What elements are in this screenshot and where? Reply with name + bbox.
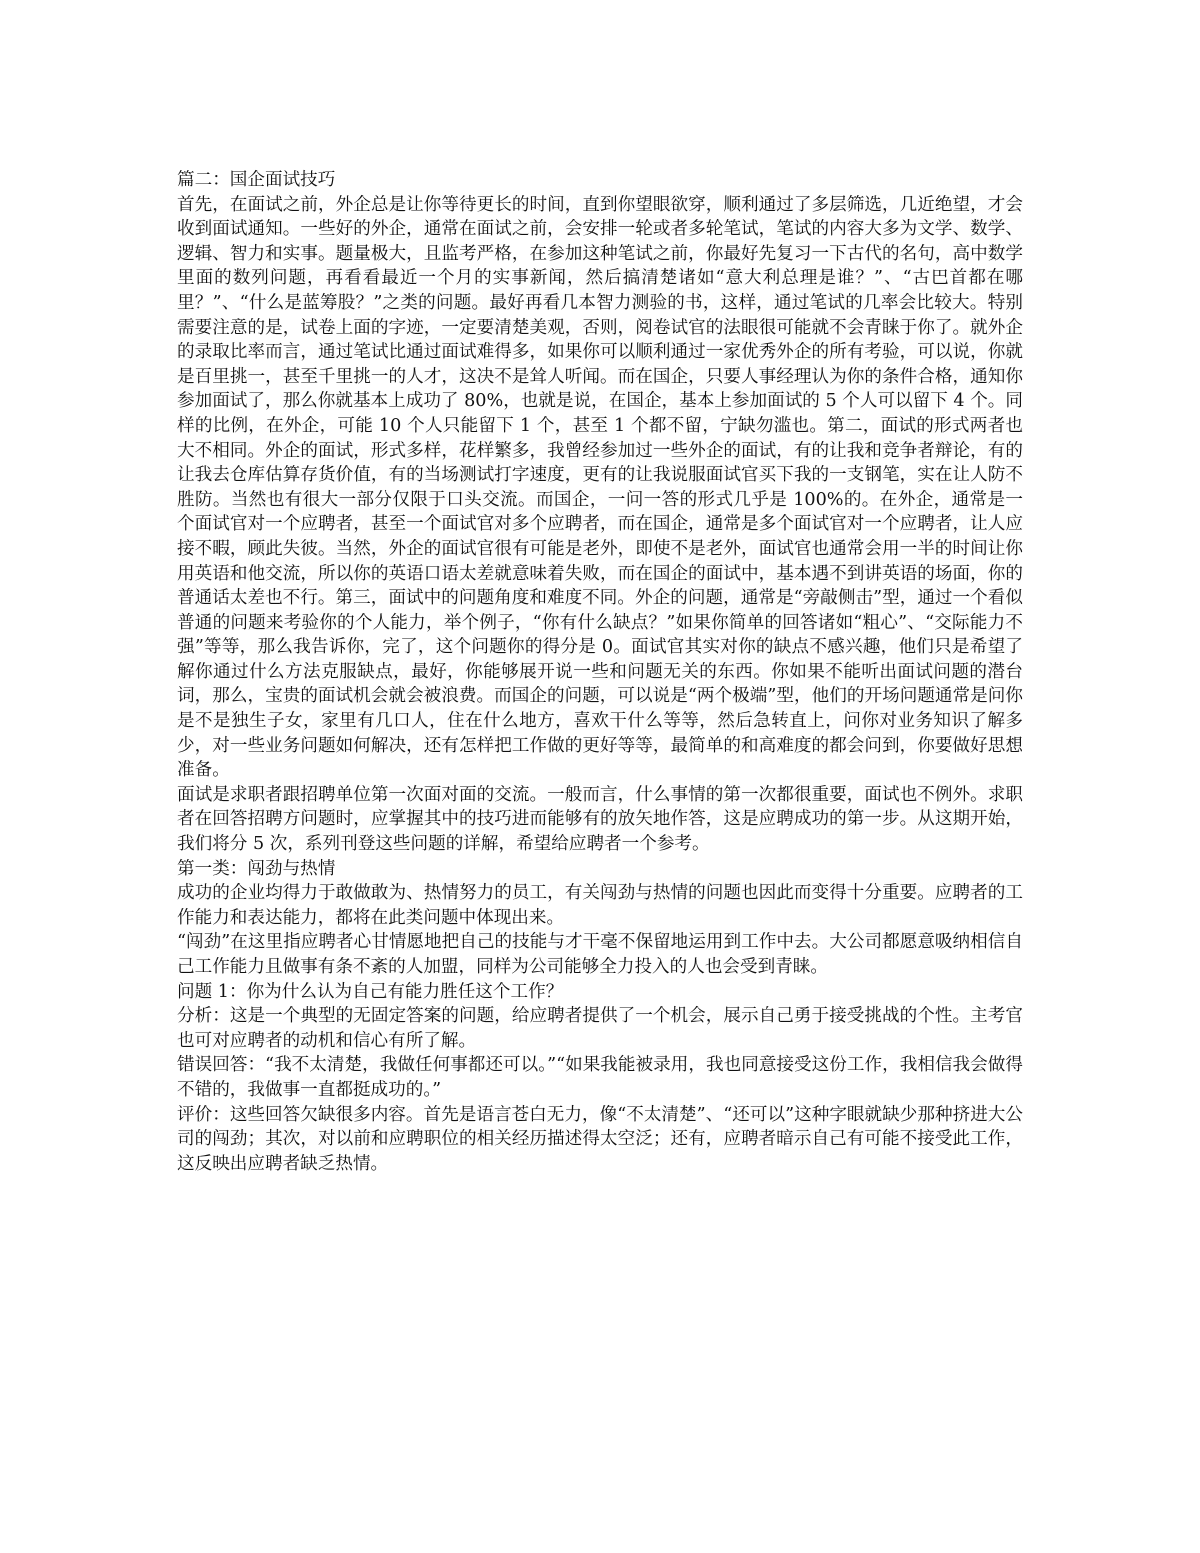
paragraph-drive-definition: “闯劲”在这里指应聘者心甘情愿地把自己的技能与才干毫不保留地运用到工作中去。大公司都愿意吸纳相信自己工作能力且做事有条不紊的人加盟，同样为公司能够全力投入的人也会受到青睐。 [177, 932, 1023, 977]
paragraph-evaluation: 评价：这些回答欠缺很多内容。首先是语言苍白无力，像“不太清楚”、“还可以”这种字眼就缺少那种挤进大公司的闯劲；其次，对以前和应聘职位的相关经历描述得太空泛；还有，应聘者暗示自己有可能不接受此工作，这反映出应聘者缺乏热情。 [177, 1104, 1023, 1174]
paragraph-interview-intro: 面试是求职者跟招聘单位第一次面对面的交流。一般而言，什么事情的第一次都很重要，面试也不例外。求职者在回答招聘方问题时，应掌握其中的技巧进而能够有的放矢地作答，这是应聘成功的第一步。从这期开始，我们将分 5 次，系列刊登这些问题的详解，希望给应聘者一个参考。 [177, 784, 1023, 855]
paragraph-soe-vs-foreign-interview: 首先，在面试之前，外企总是让你等待更长的时间，直到你望眼欲穿，顺利通过了多层筛选，几近绝望，才会收到面试通知。一些好的外企，通常在面试之前，会安排一轮或者多轮笔试，笔试的内容大多为文学、数学、逻辑、智力和实事。题量极大，且监考严格，在参加这种笔试之前，你最好先复习一下古代的名句，高中数学里面的数列问题，再看看最近一个月的实事新闻，然后搞清楚诸如“意大利总理是谁？”、“古巴首都在哪里？”、“什么是蓝筹股？”之类的问题。最好再看几本智力测验的书，这样，通过笔试的几率会比较大。特别需要注意的是，试卷上面的字迹，一定要清楚美观，否则，阅卷试官的法眼很可能就不会青睐于你了。就外企的录取比率而言，通过笔试比通过面试难得多，如果你可以顺利通过一家优秀外企的所有考验，可以说，你就是百里挑一，甚至千里挑一的人才，这决不是耸人听闻。而在国企，只要人事经理认为你的条件合格，通知你参加面试了，那么你就基本上成功了 80%，也就是说，在国企，基本上参加面试的 5 个人可以留下 4 个。同样的比例，在外企，可能 10 个人只能留下 1 个，甚至 1 个都不留，宁缺勿滥也。第二，面试的形式两者也大不相同。外企的面试，形式多样，花样繁多，我曾经参加过一些外企的面试，有的让我和竞争者辩论，有的让我去仓库估算存货价值，有的当场测试打字速度，更有的让我说服面试官买下我的一支钢笔，实在让人防不胜防。当然也有很大一部分仅限于口头交流。而国企，一问一答的形式几乎是 100%的。在外企，通常是一个面试官对一个应聘者，甚至一个面试官对多个应聘者，而在国企，通常是多个面试官对一个应聘者，让人应接不暇，顾此失彼。当然，外企的面试官很有可能是老外，即使不是老外，面试官也通常会用一半的时间让你用英语和他交流，所以你的英语口语太差就意味着失败，而在国企的面试中，基本遇不到讲英语的场面，你的普通话太差也不行。第三，面试中的问题角度和难度不同。外企的问题，通常是“旁敲侧击”型，通过一个看似普通的问题来考验你的个人能力，举个例子，“你有什么缺点？”如果你简单的回答诸如“粗心”、“交际能力不强”等等，那么我告诉你，完了，这个问题你的得分是 0。面试官其实对你的缺点不感兴趣，他们只是希望了解你通过什么方法克服缺点，最好，你能够展开说一些和问题无关的东西。你如果不能听出面试问题的潜台词，那么，宝贵的面试机会就会被浪费。而国企的问题，可以说是“两个极端”型，他们的开场问题通常是问你是不是独生子女，家里有几口人，住在什么地方，喜欢干什么等等，然后急转直上，问你对业务知识了解多少，对一些业务问题如何解决，还有怎样把工作做的更好等等，最简单的和高难度的都会问到，你要做好思想准备。 [177, 194, 1023, 781]
section-heading-drive-enthusiasm: 第一类：闯劲与热情 [177, 858, 336, 879]
question-heading: 问题 1：你为什么认为自己有能力胜任这个工作？ [177, 981, 564, 1002]
paragraph-wrong-answer: 错误回答：“我不太清楚，我做任何事都还可以。”“如果我能被录用，我也同意接受这份工作，我相信我会做得不错的，我做事一直都挺成功的。” [177, 1055, 1023, 1100]
paragraph-section-intro: 成功的企业均得力于敢做敢为、热情努力的员工，有关闯劲与热情的问题也因此而变得十分重要。应聘者的工作能力和表达能力，都将在此类问题中体现出来。 [177, 883, 1023, 928]
document-title: 篇二：国企面试技巧 [177, 170, 336, 190]
document-body [177, 168, 1023, 1176]
paragraph-analysis: 分析：这是一个典型的无固定答案的问题，给应聘者提供了一个机会，展示自己勇于接受挑战的个性。主考官也可对应聘者的动机和信心有所了解。 [177, 1006, 1023, 1051]
